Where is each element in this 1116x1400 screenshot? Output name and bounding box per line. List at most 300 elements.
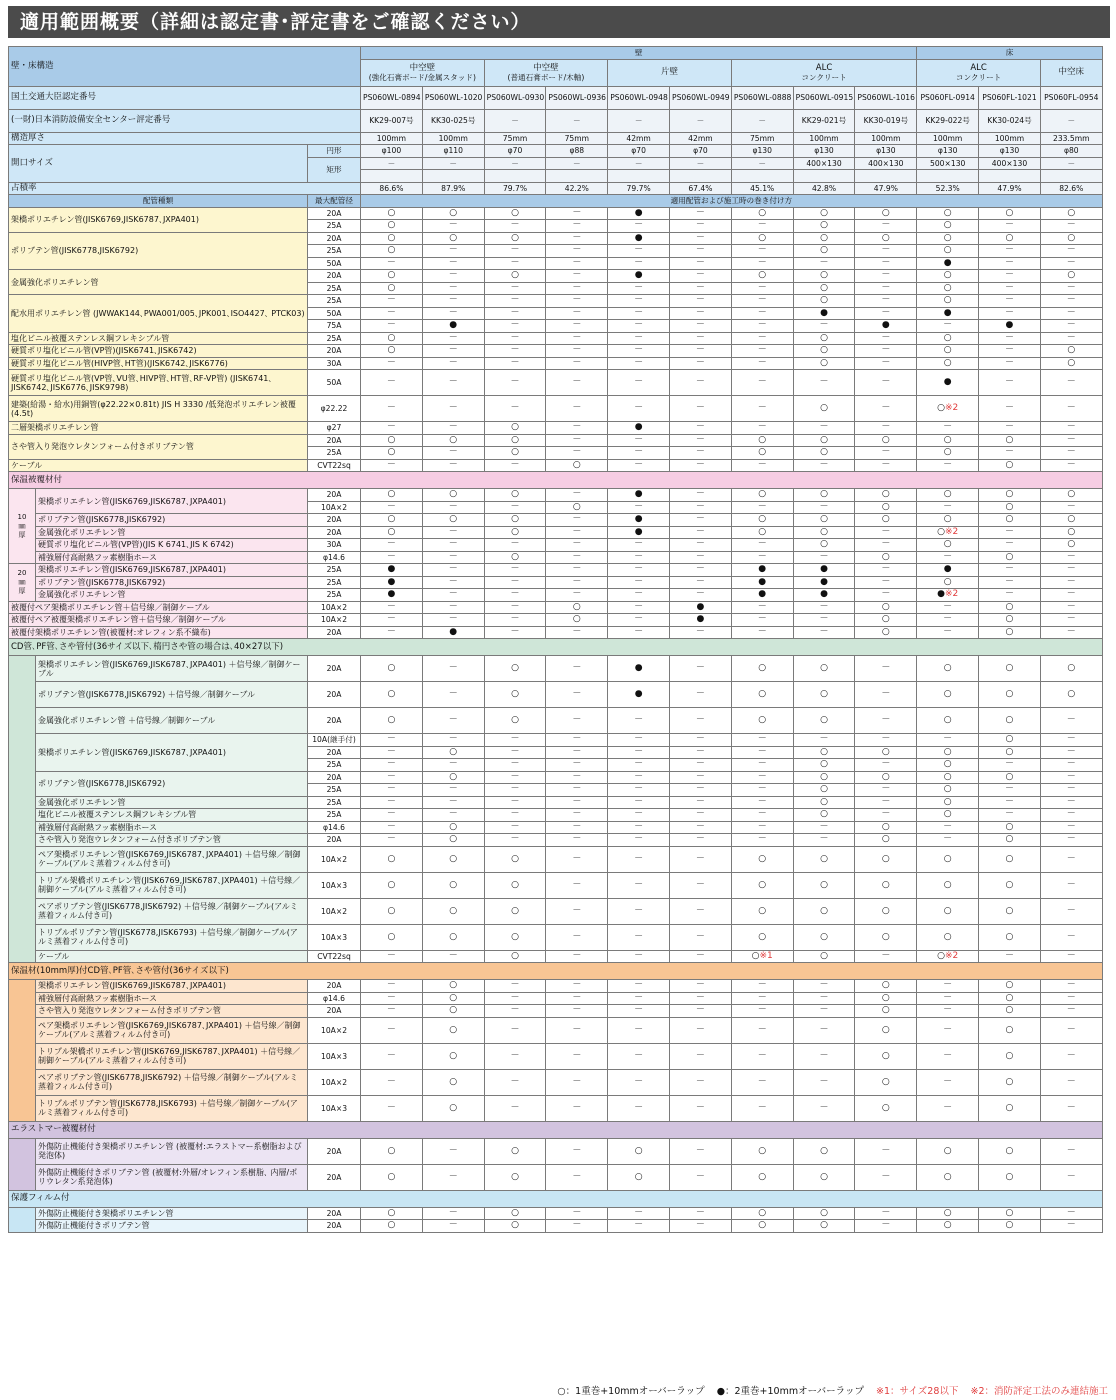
mark-cell: － xyxy=(361,422,423,435)
occ-cell: 67.4% xyxy=(670,182,732,195)
mark-cell: － xyxy=(361,734,423,747)
mark-cell: － xyxy=(917,601,979,614)
mark-cell: ○ xyxy=(1040,682,1102,708)
mark-cell: － xyxy=(670,526,732,539)
mark-cell: － xyxy=(670,1005,732,1018)
mark-cell: － xyxy=(484,320,546,333)
mark-cell: － xyxy=(546,396,608,422)
mark-cell: ○ xyxy=(1040,539,1102,552)
mark-cell: ○ xyxy=(917,295,979,308)
pipe-size: 75A xyxy=(308,320,361,333)
mark-cell: － xyxy=(422,357,484,370)
pipe-name: トリプルポリブテン管(JISK6778,JISK6793) ＋信号線／制御ケーブル(アルミ蒸着フィルム付き可) xyxy=(36,1095,308,1121)
mark-cell: － xyxy=(484,1069,546,1095)
mark-cell: － xyxy=(361,1095,423,1121)
mark-cell: － xyxy=(1040,614,1102,627)
pipe-name: 外傷防止機能付き架橋ポリエチレン管 xyxy=(36,1207,308,1220)
rect2-cell xyxy=(422,170,484,183)
center-cell: － xyxy=(546,109,608,132)
mark-cell: － xyxy=(546,514,608,527)
pipe-name: 金属強化ポリエチレン管 xyxy=(36,526,308,539)
rect2-cell xyxy=(670,170,732,183)
rect-cell: 400×130 xyxy=(979,157,1041,170)
mark-cell: ○ xyxy=(979,514,1041,527)
rect2-cell xyxy=(855,170,917,183)
mark-cell: － xyxy=(546,257,608,270)
mark-cell: － xyxy=(546,980,608,993)
mark-cell: － xyxy=(1040,320,1102,333)
mark-cell: ○※2 xyxy=(917,526,979,539)
mark-cell: ○ xyxy=(422,898,484,924)
mark-cell: － xyxy=(608,1005,670,1018)
mark-cell: ○ xyxy=(855,821,917,834)
center-cell: － xyxy=(484,109,546,132)
pipe-name: トリプル架橋ポリエチレン管(JISK6769,JISK6787､JXPA401) ＋信号線／制御ケーブル(アルミ蒸着フィルム付き可) xyxy=(36,1043,308,1069)
pipe-size: 20A xyxy=(308,771,361,784)
mark-cell: ○ xyxy=(731,526,793,539)
mark-cell: ○ xyxy=(979,746,1041,759)
thick_label: 構造厚さ xyxy=(9,132,361,145)
mark-cell: － xyxy=(670,734,732,747)
mark-cell: ○ xyxy=(484,898,546,924)
mark-cell: ○ xyxy=(361,526,423,539)
group-header xyxy=(484,59,608,86)
mark-cell: － xyxy=(608,1095,670,1121)
mark-cell: － xyxy=(670,434,732,447)
section-title: 保温材(10mm厚)付CD管､PF管､さや管付(36サイズ以下) xyxy=(9,963,1103,980)
mark-cell: － xyxy=(608,307,670,320)
mark-cell: － xyxy=(1040,245,1102,258)
table-row xyxy=(9,734,1103,747)
mark-cell: － xyxy=(670,809,732,822)
mark-cell: － xyxy=(979,564,1041,577)
pipe-size: 30A xyxy=(308,357,361,370)
thick-cell: 42mm xyxy=(670,132,732,145)
mark-cell: ○ xyxy=(917,784,979,797)
mark-cell: ○ xyxy=(546,459,608,472)
mark-cell: － xyxy=(670,746,732,759)
mark-cell: ○ xyxy=(917,872,979,898)
mark-cell: ○ xyxy=(731,232,793,245)
mark-cell: － xyxy=(1040,601,1102,614)
mark-cell: － xyxy=(608,551,670,564)
pipe-name: 架橋ポリエチレン管(JISK6769,JISK6787､JXPA401) xyxy=(36,980,308,993)
mark-cell: － xyxy=(1040,1164,1102,1190)
mark-cell: － xyxy=(546,551,608,564)
mark-cell: － xyxy=(422,1138,484,1164)
mark-cell: － xyxy=(793,459,855,472)
mark-cell: ○ xyxy=(361,846,423,872)
mark-cell: ○ xyxy=(484,708,546,734)
occ-cell: 45.1% xyxy=(731,182,793,195)
pipe-size: 10A×2 xyxy=(308,501,361,514)
table-row xyxy=(9,207,1103,220)
mark-cell: ● xyxy=(608,207,670,220)
round-cell: φ130 xyxy=(917,145,979,158)
pipe-size: 20A xyxy=(308,834,361,847)
mark-cell: － xyxy=(917,320,979,333)
mark-cell: ● xyxy=(793,564,855,577)
mark-cell: ○ xyxy=(855,1005,917,1018)
mark-cell: ○ xyxy=(917,924,979,950)
mark-cell: － xyxy=(422,370,484,396)
mark-cell: － xyxy=(855,370,917,396)
mark-cell: ○ xyxy=(979,601,1041,614)
mark-cell: － xyxy=(793,626,855,639)
rect-cell: － xyxy=(361,157,423,170)
mark-cell: － xyxy=(670,759,732,772)
mark-cell: － xyxy=(731,320,793,333)
mark-cell: ○ xyxy=(979,656,1041,682)
center-cell: KK29-022号 xyxy=(917,109,979,132)
mark-cell: － xyxy=(793,1005,855,1018)
pipe-name: ペア架橋ポリエチレン管(JISK6769,JISK6787､JXPA401) ＋信号線／制御ケーブル(アルミ蒸着フィルム付き可) xyxy=(36,1017,308,1043)
mark-cell: ○ xyxy=(793,796,855,809)
mark-cell: － xyxy=(917,501,979,514)
mark-cell: － xyxy=(917,614,979,627)
mark-cell: ○ xyxy=(979,734,1041,747)
mark-cell: － xyxy=(546,320,608,333)
mark-cell: － xyxy=(484,771,546,784)
mark-cell: － xyxy=(361,759,423,772)
pipe-size: 25A xyxy=(308,759,361,772)
mark-cell: ○ xyxy=(361,514,423,527)
mark-cell: － xyxy=(608,980,670,993)
mark-cell: － xyxy=(608,1017,670,1043)
mlit_label: 国土交通大臣認定番号 xyxy=(9,86,361,109)
pipe-size: 20A xyxy=(308,656,361,682)
mark-cell: ○ xyxy=(793,708,855,734)
table-row xyxy=(9,639,1103,656)
mark-cell: － xyxy=(1040,759,1102,772)
table-row xyxy=(9,145,1103,158)
section-indent xyxy=(9,656,36,963)
pipe-name: 金属強化ポリエチレン管 xyxy=(36,796,308,809)
mark-cell: － xyxy=(484,370,546,396)
mark-cell: － xyxy=(855,564,917,577)
mark-cell: － xyxy=(670,447,732,460)
mark-cell: － xyxy=(670,539,732,552)
occ-cell: 42.8% xyxy=(793,182,855,195)
pipe-name: トリプル架橋ポリエチレン管(JISK6769,JISK6787､JXPA401) ＋信号線／制御ケーブル(アルミ蒸着フィルム付き可) xyxy=(36,872,308,898)
mark-cell: － xyxy=(1040,396,1102,422)
mark-cell: － xyxy=(979,784,1041,797)
mark-cell: ○ xyxy=(979,1164,1041,1190)
thick-cell: 75mm xyxy=(484,132,546,145)
mark-cell: ○ xyxy=(484,434,546,447)
mark-cell: － xyxy=(1040,576,1102,589)
table-row xyxy=(9,898,1103,924)
mark-cell: － xyxy=(1040,1207,1102,1220)
mark-cell: ○※2 xyxy=(917,396,979,422)
mark-cell: － xyxy=(422,784,484,797)
mark-cell: － xyxy=(422,564,484,577)
mark-cell: － xyxy=(670,422,732,435)
mark-cell: － xyxy=(422,759,484,772)
mark-cell: － xyxy=(546,898,608,924)
mark-cell: － xyxy=(361,1005,423,1018)
mark-cell: ○ xyxy=(1040,345,1102,358)
mark-cell: － xyxy=(546,434,608,447)
mark-cell: － xyxy=(731,257,793,270)
mark-cell: － xyxy=(608,1207,670,1220)
pipe-size: 20A xyxy=(308,980,361,993)
mark-cell: － xyxy=(422,809,484,822)
mark-cell: － xyxy=(608,1220,670,1233)
mark-cell: － xyxy=(855,257,917,270)
mark-cell: ○ xyxy=(361,282,423,295)
mark-cell: ○ xyxy=(979,459,1041,472)
mark-cell: － xyxy=(670,459,732,472)
round-cell: φ70 xyxy=(608,145,670,158)
mlit-cell: PS060WL-0894 xyxy=(361,86,423,109)
mark-cell: － xyxy=(670,1164,732,1190)
rect2-cell xyxy=(484,170,546,183)
mark-cell: － xyxy=(546,872,608,898)
mark-cell: － xyxy=(855,809,917,822)
table-row xyxy=(9,576,1103,589)
mark-cell: ○ xyxy=(917,270,979,283)
mark-cell: － xyxy=(484,759,546,772)
mark-cell: － xyxy=(546,295,608,308)
round-cell: φ130 xyxy=(731,145,793,158)
mark-cell: ○ xyxy=(979,1220,1041,1233)
mark-cell: － xyxy=(670,576,732,589)
mark-cell: ○ xyxy=(731,489,793,502)
mark-cell: － xyxy=(979,357,1041,370)
mark-cell: － xyxy=(670,796,732,809)
mark-cell: ○ xyxy=(979,1017,1041,1043)
mark-cell: － xyxy=(422,796,484,809)
mark-cell: － xyxy=(731,771,793,784)
mark-cell: － xyxy=(422,551,484,564)
mark-cell: － xyxy=(484,796,546,809)
table-row xyxy=(9,434,1103,447)
mark-cell: － xyxy=(608,564,670,577)
mark-cell: ○ xyxy=(979,834,1041,847)
mark-cell: ○ xyxy=(1040,526,1102,539)
rect-cell: － xyxy=(484,157,546,170)
mark-cell: － xyxy=(484,307,546,320)
mark-cell: ● xyxy=(608,514,670,527)
pipe-name: 硬質ポリ塩化ビニル管(VP管､VU管､HIVP管､HT管､RF-VP管) (JISK6741､JISK6742､JISK6776､JISK9798) xyxy=(9,370,308,396)
mark-cell: － xyxy=(793,614,855,627)
mark-cell: ○ xyxy=(979,207,1041,220)
group-label: ALC xyxy=(970,62,987,73)
legend xyxy=(557,1383,1108,1397)
thick-cell: 100mm xyxy=(793,132,855,145)
table-row xyxy=(9,1043,1103,1069)
mark-cell: ○ xyxy=(546,614,608,627)
mark-cell: ○ xyxy=(422,834,484,847)
mark-cell: － xyxy=(484,459,546,472)
mark-cell: － xyxy=(670,1095,732,1121)
mark-cell: ○ xyxy=(917,771,979,784)
mark-cell: ● xyxy=(608,232,670,245)
pipe-name: トリプルポリブテン管(JISK6778,JISK6793) ＋信号線／制御ケーブル(アルミ蒸着フィルム付き可) xyxy=(36,924,308,950)
pipe-name: ペア架橋ポリエチレン管(JISK6769,JISK6787､JXPA401) ＋信号線／制御ケーブル(アルミ蒸着フィルム付き可) xyxy=(36,846,308,872)
rect-cell: － xyxy=(546,157,608,170)
mark-cell: ● xyxy=(422,320,484,333)
mark-cell: ○ xyxy=(1040,489,1102,502)
mark-cell: ○ xyxy=(979,1069,1041,1095)
mark-cell: － xyxy=(546,576,608,589)
group-label: 中空壁 xyxy=(533,62,559,73)
pipe-size: 25A xyxy=(308,220,361,233)
pipe-size: 20A xyxy=(308,270,361,283)
table-row xyxy=(9,564,1103,577)
mark-cell: － xyxy=(670,489,732,502)
mark-cell: － xyxy=(670,834,732,847)
pipe-name: 補強層付高耐熱フッ素樹脂ホース xyxy=(36,821,308,834)
thickness-group: 20 ㎜ 厚 xyxy=(9,564,36,602)
table-row xyxy=(9,809,1103,822)
mark-cell: － xyxy=(422,950,484,963)
group-header xyxy=(608,59,732,86)
mark-cell: － xyxy=(361,357,423,370)
table-row xyxy=(9,992,1103,1005)
mark-cell: － xyxy=(731,1069,793,1095)
mark-cell: － xyxy=(484,295,546,308)
mark-cell: － xyxy=(361,601,423,614)
mark-cell: － xyxy=(917,422,979,435)
mark-cell: － xyxy=(546,796,608,809)
mark-cell: － xyxy=(979,245,1041,258)
page-title: 適用範囲概要（詳細は認定書･評定書をご確認ください） xyxy=(8,6,1110,38)
table-row xyxy=(9,472,1103,489)
mark-cell: － xyxy=(855,708,917,734)
legend-note-1: ※1：サイズ28以下 xyxy=(876,1386,959,1397)
pipe-name: さや管入り発泡ウレタンフォーム付きポリブテン管 xyxy=(9,434,308,459)
mark-cell: － xyxy=(546,950,608,963)
mark-cell: ○ xyxy=(793,784,855,797)
table-row xyxy=(9,1095,1103,1121)
mark-cell: － xyxy=(1040,589,1102,602)
mark-cell: － xyxy=(484,564,546,577)
mark-cell: ○ xyxy=(917,846,979,872)
mark-cell: － xyxy=(917,459,979,472)
mark-cell: － xyxy=(670,551,732,564)
mark-cell: － xyxy=(670,396,732,422)
pipe-name: 補強層付高耐熱フッ素樹脂ホース xyxy=(36,551,308,564)
mark-cell: ● xyxy=(608,270,670,283)
mark-cell: ○ xyxy=(917,489,979,502)
mark-cell: － xyxy=(731,759,793,772)
pipe-name: 架橋ポリエチレン管(JISK6769,JISK6787､JXPA401) xyxy=(9,207,308,232)
mark-cell: ○ xyxy=(422,1069,484,1095)
pipe-name: ポリブテン管(JISK6778,JISK6792) xyxy=(36,514,308,527)
mark-cell: ○※1 xyxy=(731,950,793,963)
mark-cell: ○ xyxy=(484,207,546,220)
round-cell: φ130 xyxy=(979,145,1041,158)
mark-cell: － xyxy=(855,345,917,358)
mark-cell: － xyxy=(608,992,670,1005)
mark-cell: － xyxy=(1040,626,1102,639)
mark-cell: ○ xyxy=(731,447,793,460)
mark-cell: ○ xyxy=(855,514,917,527)
thick-cell: 100mm xyxy=(855,132,917,145)
mark-cell: ○ xyxy=(793,759,855,772)
mark-cell: － xyxy=(484,784,546,797)
mark-cell: ○ xyxy=(361,898,423,924)
round-cell: φ130 xyxy=(855,145,917,158)
occ-cell: 82.6% xyxy=(1040,182,1102,195)
mark-cell: － xyxy=(422,589,484,602)
mlit-cell: PS060WL-0949 xyxy=(670,86,732,109)
pipe-size: 10A×2 xyxy=(308,898,361,924)
table-row xyxy=(9,1207,1103,1220)
mark-cell: － xyxy=(917,734,979,747)
thick-cell: 42mm xyxy=(608,132,670,145)
table-row xyxy=(9,872,1103,898)
mark-cell: － xyxy=(608,771,670,784)
mark-cell: － xyxy=(546,1095,608,1121)
mark-cell: ○ xyxy=(855,207,917,220)
center-cell: KK29-021号 xyxy=(793,109,855,132)
table-row xyxy=(9,656,1103,682)
occ-cell: 47.9% xyxy=(855,182,917,195)
mark-cell: － xyxy=(1040,422,1102,435)
pipe-size: 20A xyxy=(308,1220,361,1233)
mark-cell: － xyxy=(731,370,793,396)
mark-cell: － xyxy=(422,220,484,233)
mlit-cell: PS060WL-1016 xyxy=(855,86,917,109)
mark-cell: － xyxy=(608,601,670,614)
mark-cell: － xyxy=(1040,1005,1102,1018)
mark-cell: ○ xyxy=(793,872,855,898)
mark-cell: ● xyxy=(855,320,917,333)
mark-cell: ○ xyxy=(793,1220,855,1233)
mark-cell: － xyxy=(484,345,546,358)
table-row xyxy=(9,396,1103,422)
table-row xyxy=(9,270,1103,283)
mark-cell: － xyxy=(670,207,732,220)
mark-cell: － xyxy=(484,576,546,589)
pipe-size: 10A×3 xyxy=(308,872,361,898)
mark-cell: － xyxy=(608,220,670,233)
pipe-size: 20A xyxy=(308,746,361,759)
mark-cell: ○ xyxy=(855,1095,917,1121)
mark-cell: － xyxy=(670,245,732,258)
mlit-cell: PS060FL-0954 xyxy=(1040,86,1102,109)
mark-cell: ○ xyxy=(793,345,855,358)
mark-cell: ○ xyxy=(422,1005,484,1018)
mark-cell: － xyxy=(608,345,670,358)
mark-cell: － xyxy=(793,422,855,435)
pipe-size: 20A xyxy=(308,1164,361,1190)
mark-cell: － xyxy=(608,898,670,924)
mark-cell: ○ xyxy=(855,980,917,993)
mark-cell: ○ xyxy=(855,834,917,847)
mark-cell: － xyxy=(484,539,546,552)
structure-label: 壁・床構造 xyxy=(9,47,361,87)
mark-cell: － xyxy=(546,564,608,577)
thick-cell: 100mm xyxy=(361,132,423,145)
mark-cell: ○ xyxy=(484,489,546,502)
mark-cell: － xyxy=(731,539,793,552)
mark-cell: － xyxy=(1040,834,1102,847)
mark-cell: － xyxy=(731,601,793,614)
mark-cell: ○ xyxy=(731,924,793,950)
mark-cell: ○ xyxy=(855,924,917,950)
mark-cell: ● xyxy=(793,307,855,320)
method-header: 適用配管および施工時の巻き付け方 xyxy=(361,195,1103,208)
pipe-name: 外傷防止機能付き架橋ポリエチレン管 (被覆材:エラストマー系樹脂および発泡体) xyxy=(36,1138,308,1164)
mark-cell: ○ xyxy=(917,656,979,682)
mark-cell: ○ xyxy=(361,345,423,358)
mark-cell: ○ xyxy=(1040,656,1102,682)
group-sub: コンクリート xyxy=(955,72,1002,82)
